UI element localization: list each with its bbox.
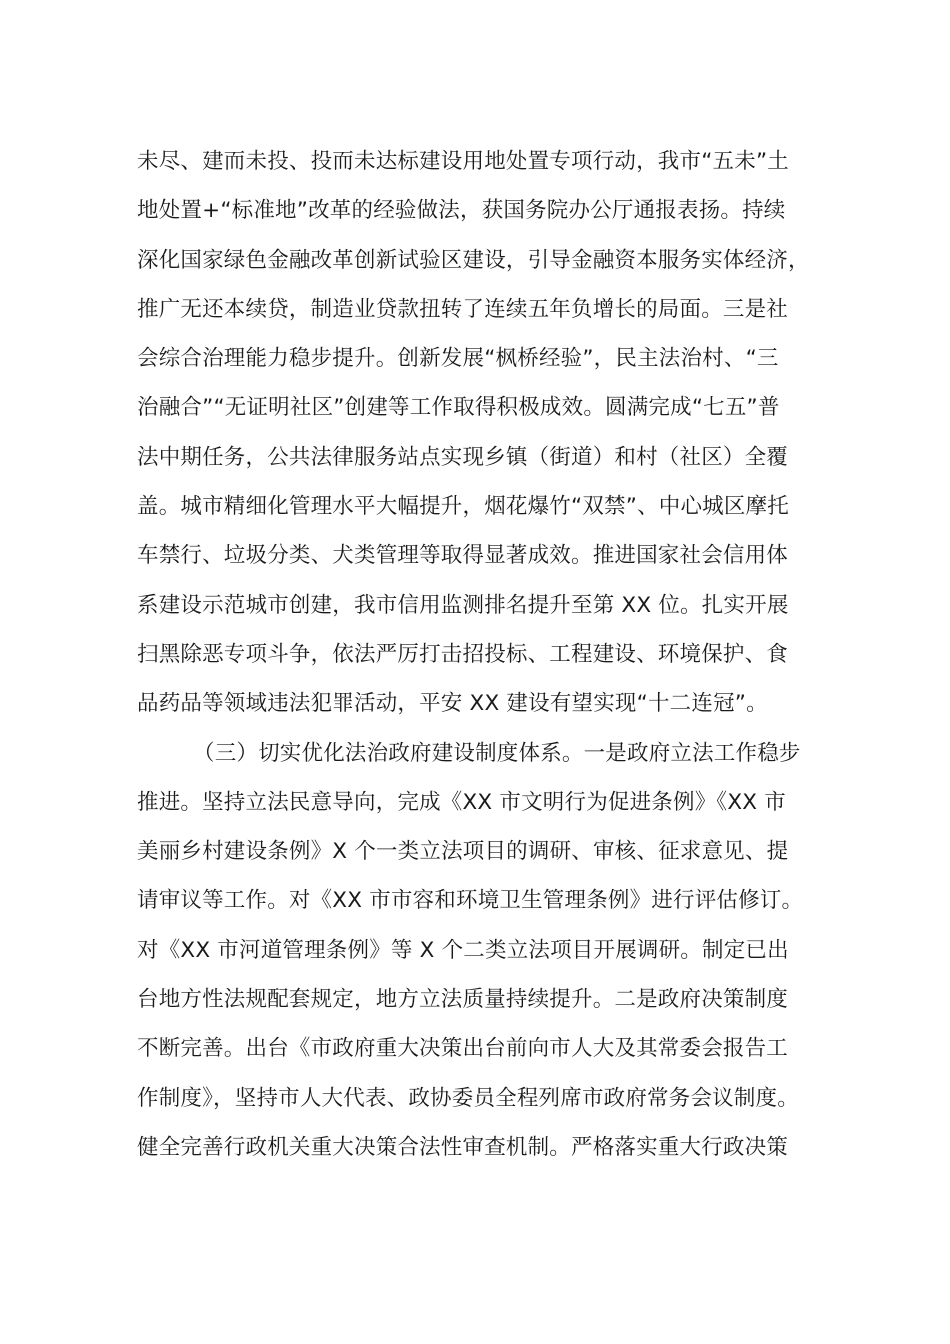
text-line: 品药品等领域违法犯罪活动，平安 XX 建设有望实现“十二连冠”。 [137, 691, 768, 717]
text-line: 未尽、建而未投、投而未达标建设用地处置专项行动，我市“五未”土 [137, 149, 789, 174]
text-line: 作制度》，坚持市人大代表、政协委员全程列席市政府常务会议制度。 [137, 1085, 799, 1111]
text-line: 推进。坚持立法民意导向，完成《XX 市文明行为促进条例》《XX 市 [137, 789, 786, 815]
text-line: 推广无还本续贷，制造业贷款扭转了连续五年负增长的局面。三是社 [137, 296, 789, 322]
text-line: 不断完善。出台《市政府重大决策出台前向市人大及其常委会报告工 [137, 1036, 789, 1062]
text-line: 深化国家绿色金融改革创新试验区建设，引导金融资本服务实体经济， [137, 247, 810, 273]
section-heading-line: （三）切实优化法治政府建设制度体系。一是政府立法工作稳步 [193, 740, 801, 766]
text-line: 盖。城市精细化管理水平大幅提升，烟花爆竹“双禁”、中心城区摩托 [137, 494, 789, 520]
text-line: 美丽乡村建设条例》X 个一类立法项目的调研、审核、征求意见、提 [137, 839, 789, 865]
text-line: 会综合治理能力稳步提升。创新发展“枫桥经验”，民主法治村、“三 [137, 346, 779, 372]
text-line: 治融合”“无证明社区”创建等工作取得积极成效。圆满完成“七五”普 [137, 395, 780, 421]
text-line: 地处置+“标准地”改革的经验做法，获国务院办公厅通报表扬。持续 [137, 198, 786, 224]
text-line: 对《XX 市河道管理条例》等 X 个二类立法项目开展调研。制定已出 [137, 937, 789, 963]
text-line: 请审议等工作。对《XX 市市容和环境卫生管理条例》进行评估修订。 [137, 888, 804, 914]
text-line: 扫黑除恶专项斗争，依法严厉打击招投标、工程建设、环境保护、食 [137, 641, 789, 667]
body-text [137, 137, 837, 1172]
text-line: 系建设示范城市创建，我市信用监测排名提升至第 XX 位。扎实开展 [137, 592, 789, 618]
text-line: 车禁行、垃圾分类、犬类管理等取得显著成效。推进国家社会信用体 [137, 543, 789, 569]
text-line: 台地方性法规配套规定，地方立法质量持续提升。二是政府决策制度 [137, 987, 789, 1013]
text-line: 法中期任务，公共法律服务站点实现乡镇（街道）和村（社区）全覆 [137, 444, 789, 470]
text-line: 健全完善行政机关重大决策合法性审查机制。严格落实重大行政决策 [137, 1134, 789, 1160]
